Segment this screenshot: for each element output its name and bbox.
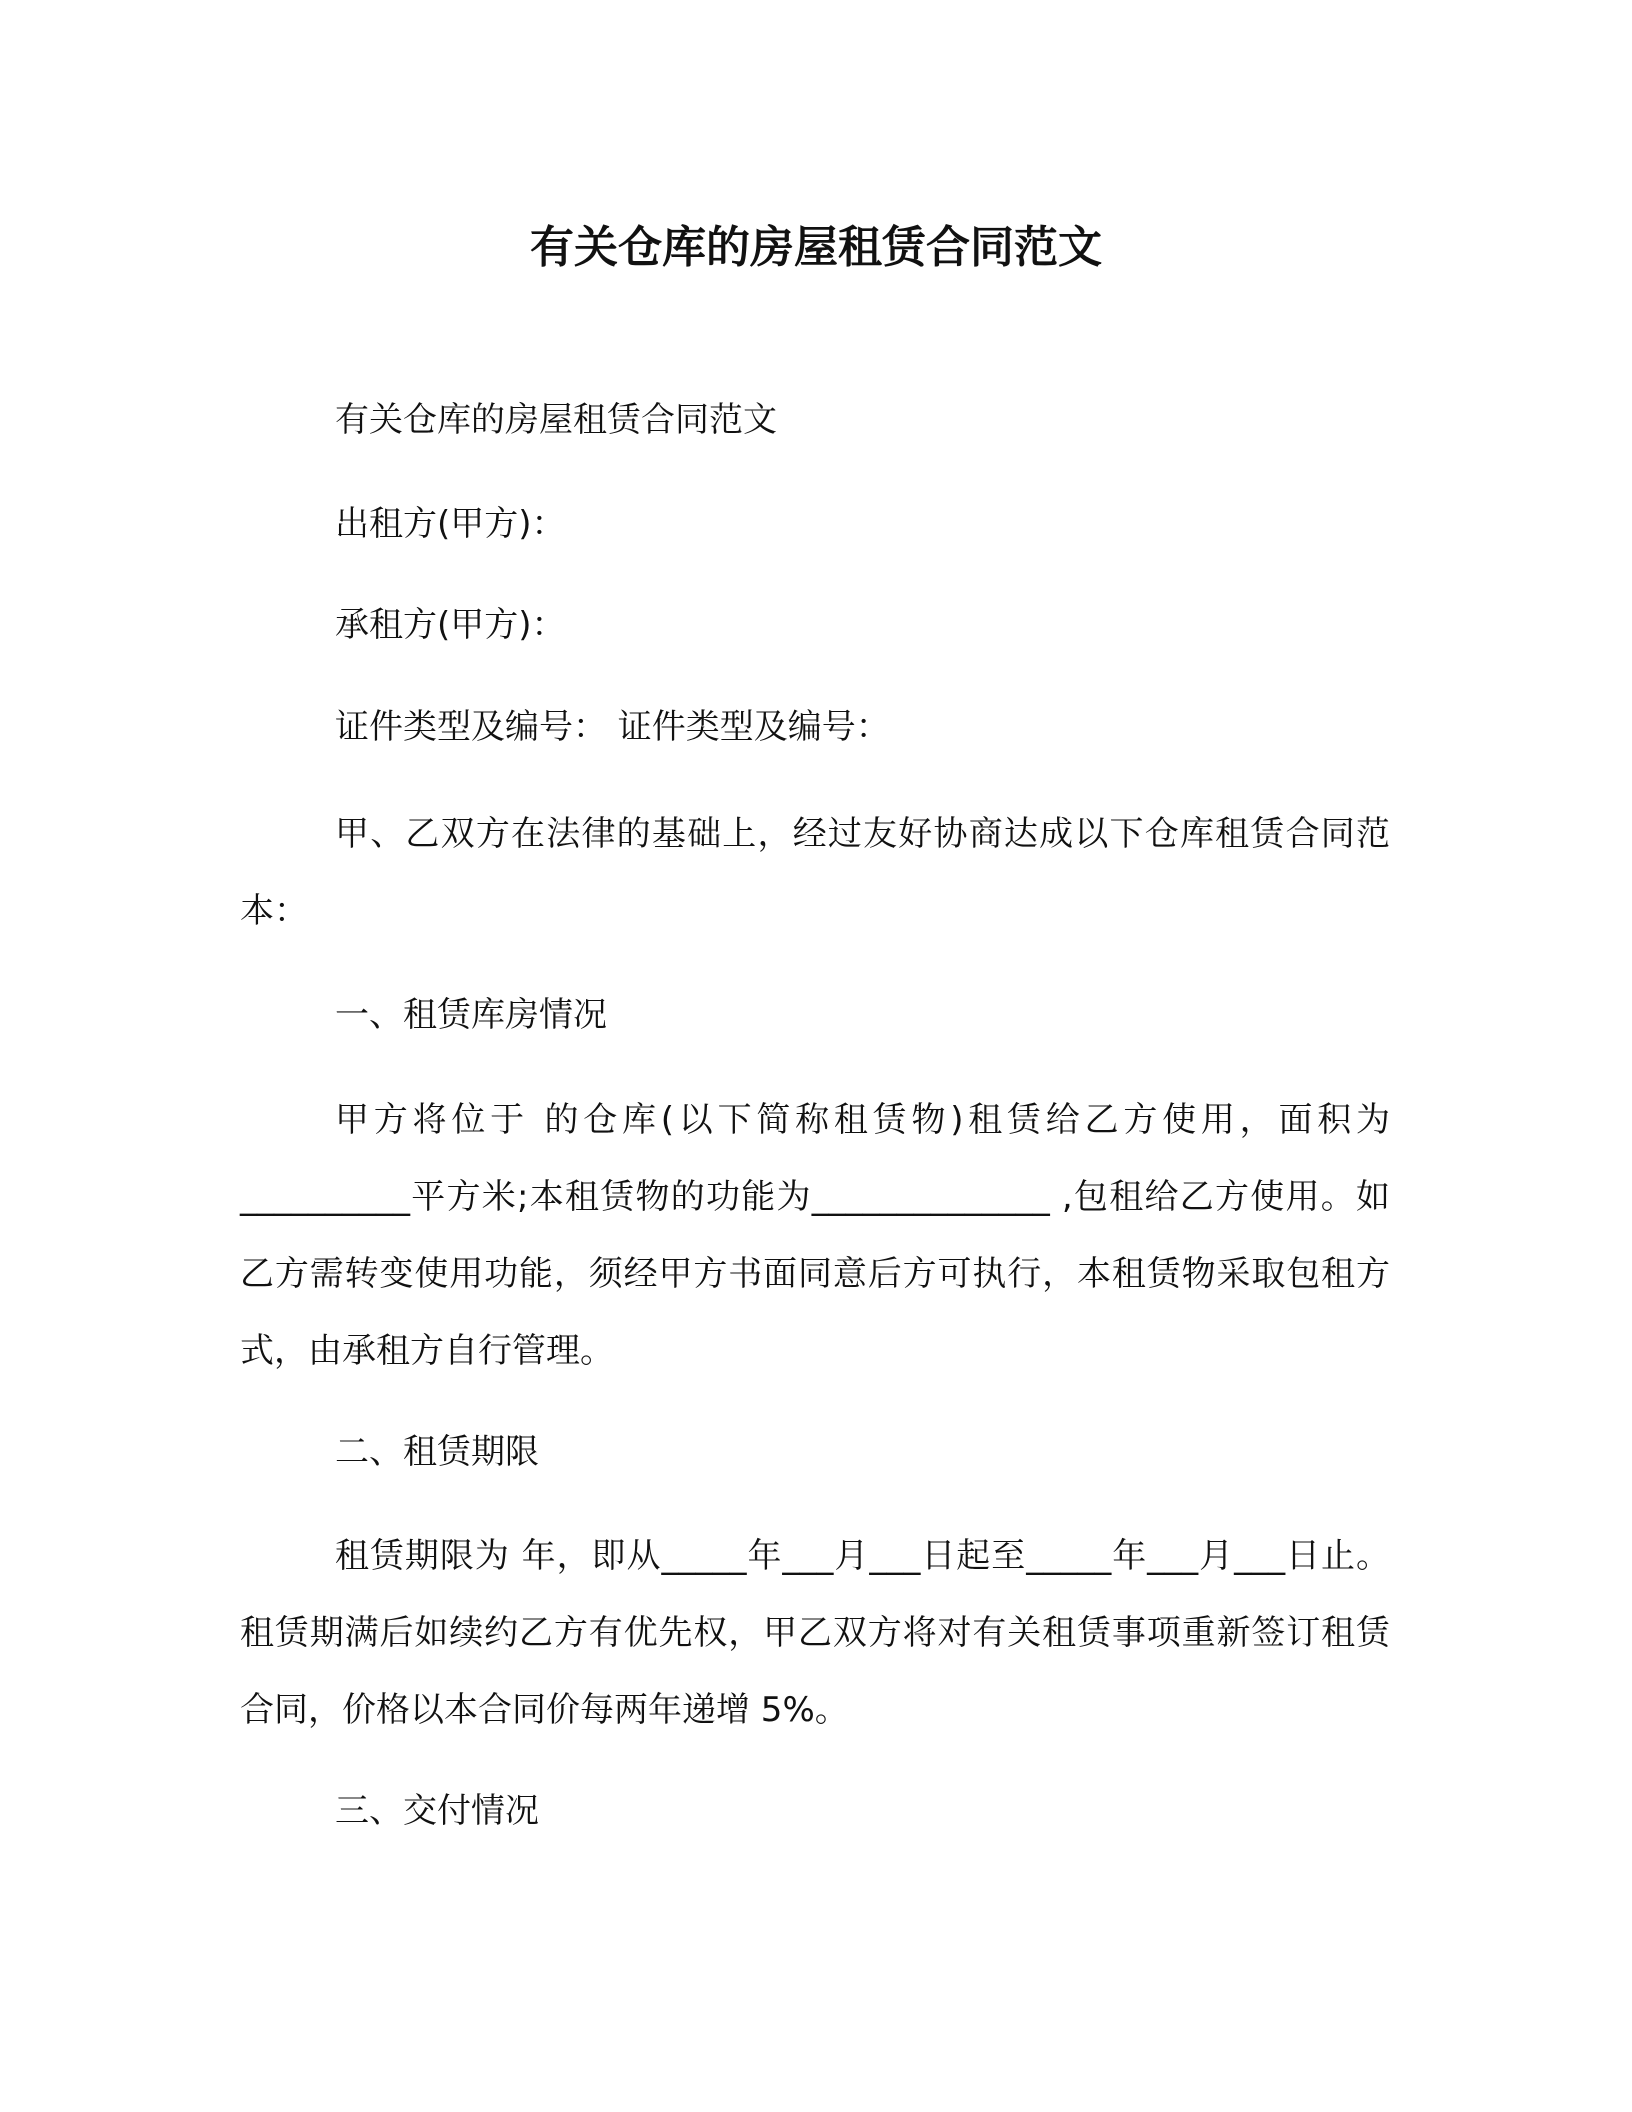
document-title: 有关仓库的房屋租赁合同范文: [530, 222, 1102, 273]
paragraph-section-1: 甲方将位于 的仓库(以下简称租赁物)租赁给乙方使用，面积为__________平方米;本租赁物的功能为______________ ,包租给乙方使用。如乙方需转变使用功能，须经甲方书面同意后方可执行，本租赁物采取包租方式，由承租方自行管理。: [240, 1100, 1390, 1371]
paragraph-subtitle: 有关仓库的房屋租赁合同范文: [335, 400, 777, 440]
paragraph-section-2: 租赁期限为 年，即从_____年___月___日起至_____年___月___日止。租赁期满后如续约乙方有优先权，甲乙双方将对有关租赁事项重新签订租赁合同，价格以本合同价每两年递增 5%。: [240, 1536, 1390, 1730]
paragraph-intro: 甲、乙双方在法律的基础上，经过友好协商达成以下仓库租赁合同范本：: [240, 814, 1390, 931]
section-heading-2: 二、租赁期限: [335, 1432, 539, 1472]
paragraph-lessor: 出租方(甲方)：: [335, 504, 566, 544]
section-heading-1: 一、租赁库房情况: [335, 995, 607, 1035]
paragraph-id-type: 证件类型及编号： 证件类型及编号：: [335, 707, 890, 747]
section-heading-3: 三、交付情况: [335, 1791, 539, 1831]
paragraph-lessee: 承租方(甲方)：: [335, 605, 566, 645]
